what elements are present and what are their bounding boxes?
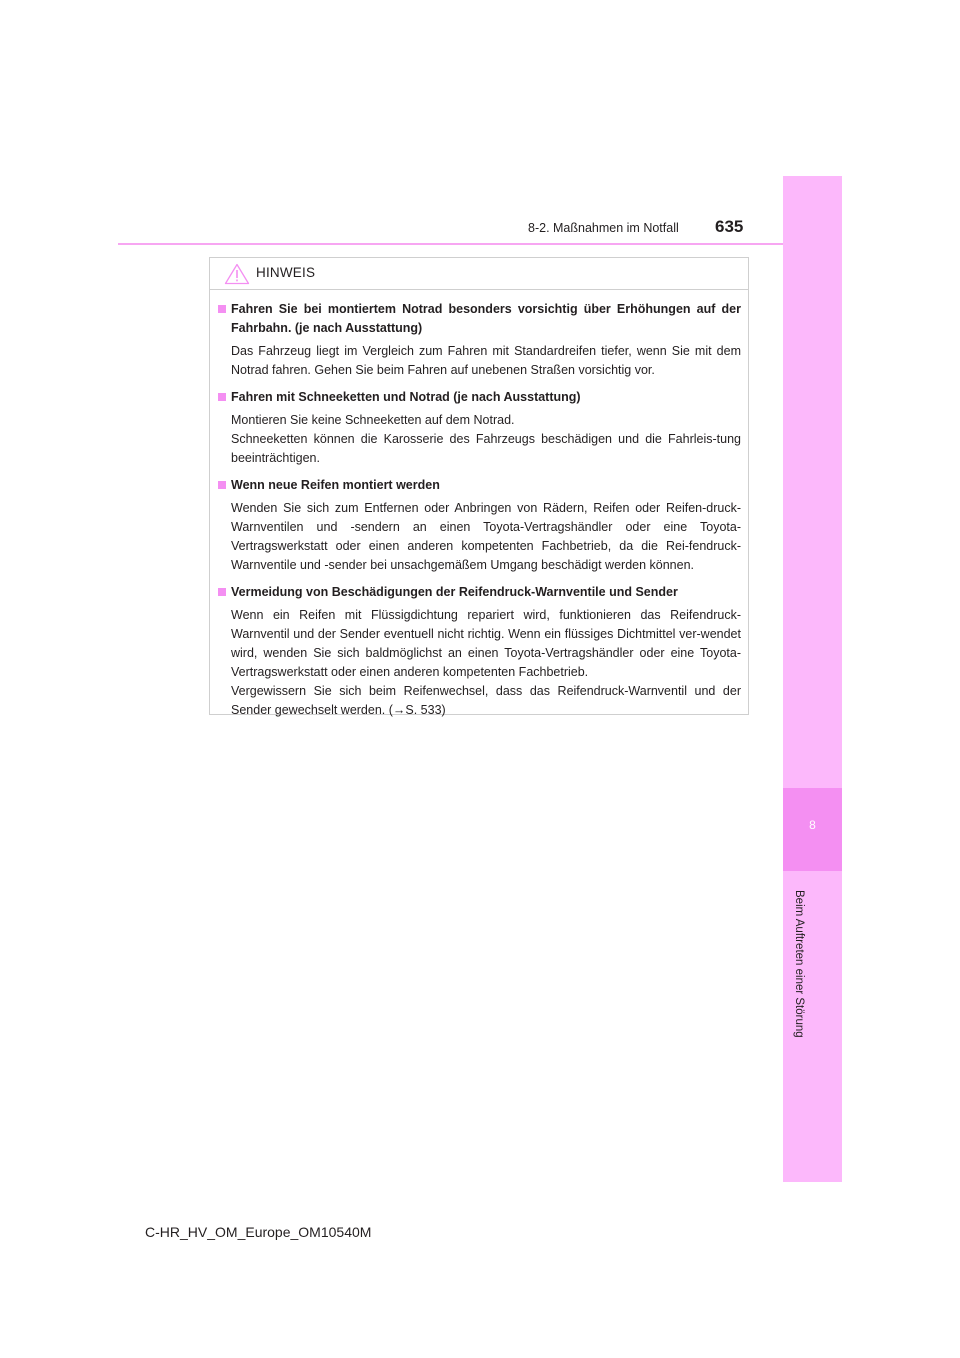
bullet-square-icon [218, 481, 226, 489]
notice-label: HINWEIS [256, 265, 316, 280]
notice-item [218, 476, 741, 575]
bullet-square-icon [218, 305, 226, 313]
item-title-text: Fahren Sie bei montiertem Notrad besonders vorsichtig über Erhöhungen auf der Fahrbahn. (je nach Ausstattung) [231, 302, 741, 335]
header-rule [118, 243, 784, 245]
page-number: 635 [715, 217, 744, 236]
bullet-square-icon [218, 393, 226, 401]
item-title [218, 583, 741, 602]
item-paragraph: Wenn ein Reifen mit Flüssigdichtung repariert wird, funktionieren das Reifendruck-Warnventil und der Sender eventuell nicht richtig. Wenn ein flüssiges Dichtmittel ver-wendet wird, wenden Sie sich baldmöglichst an einen Toyota-Vertragshändler oder eine Toyota-Vertragswerkstatt oder einen anderen kompetenten Fachbetrieb. [231, 608, 741, 679]
item-title-text: Wenn neue Reifen montiert werden [231, 478, 440, 492]
item-title [218, 476, 741, 495]
document-code: C-HR_HV_OM_Europe_OM10540M [145, 1224, 372, 1240]
notice-item [218, 388, 741, 468]
item-title [218, 300, 741, 338]
section-title: 8-2. Maßnahmen im Notfall [528, 221, 679, 235]
notice-box [209, 257, 749, 715]
side-tab [783, 176, 842, 1182]
item-paragraph: Das Fahrzeug liegt im Vergleich zum Fahren mit Standardreifen tiefer, wenn Sie mit dem Notrad fahren. Gehen Sie beim Fahren auf unebenen Straßen vorsichtig vor. [231, 344, 741, 377]
notice-item [218, 583, 741, 720]
item-paragraph: Vergewissern Sie sich beim Reifenwechsel, dass das Reifendruck-Warnventil und der Sender gewechselt werden. (→S. 533) [231, 684, 741, 717]
notice-item [218, 300, 741, 380]
bullet-square-icon [218, 588, 226, 596]
chapter-title: Beim Auftreten einer Störung [793, 890, 805, 1038]
notice-content [218, 300, 741, 728]
item-paragraph: Wenden Sie sich zum Entfernen oder Anbringen von Rädern, Reifen oder Reifen-druck-Warnventilen und -sendern an einen Toyota-Vertragshändler oder eine Toyota-Vertragswerkstatt oder einen anderen kompetenten Fachbetrieb, da die Rei-fendruck-Warnventile und -sender bei unsachgemäßem Umgang beschädigt werden können. [231, 501, 741, 572]
notice-header [224, 258, 734, 288]
chapter-number: 8 [809, 818, 816, 832]
notice-divider [210, 289, 748, 290]
item-title-text: Fahren mit Schneeketten und Notrad (je nach Ausstattung) [231, 390, 581, 404]
warning-triangle-icon [224, 263, 250, 285]
item-paragraph: Schneeketten können die Karosserie des Fahrzeugs beschädigen und die Fahrleis-tung beeinträchtigen. [231, 432, 741, 465]
item-title-text: Vermeidung von Beschädigungen der Reifendruck-Warnventile und Sender [231, 585, 678, 599]
item-paragraph: Montieren Sie keine Schneeketten auf dem Notrad. [231, 413, 515, 427]
item-title [218, 388, 741, 407]
